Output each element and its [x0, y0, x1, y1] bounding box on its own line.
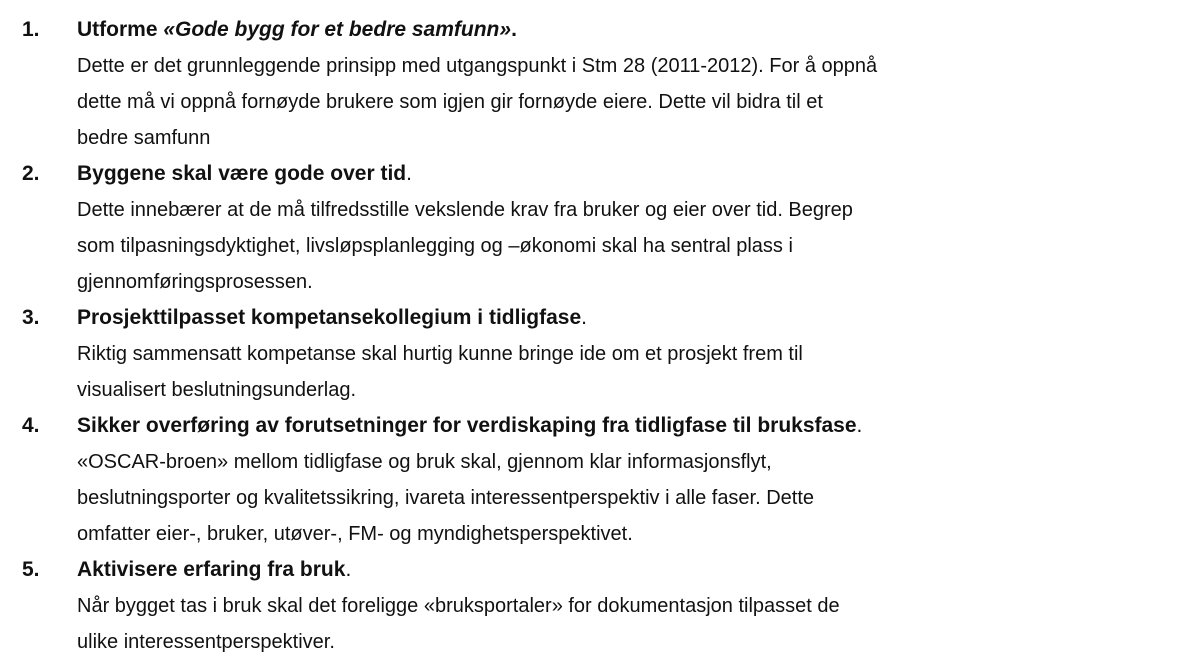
- title-suffix: .: [581, 306, 587, 329]
- title-bold: Aktivisere erfaring fra bruk: [77, 558, 346, 581]
- list-number: 3.: [22, 306, 40, 329]
- title-suffix: .: [406, 162, 412, 185]
- list-item-body: [77, 588, 1180, 660]
- list-item-body: [77, 192, 1180, 300]
- body-line: Riktig sammensatt kompetanse skal hurtig kunne bringe ide om et prosjekt frem til: [77, 343, 803, 365]
- list-item-body: [77, 444, 1180, 552]
- list-item-title: [77, 300, 1180, 336]
- body-line: gjennomføringsprosessen.: [77, 271, 313, 293]
- list-item-title: [77, 156, 1180, 192]
- list-number: 1.: [22, 18, 40, 41]
- body-line: omfatter eier-, bruker, utøver-, FM- og myndighetsperspektivet.: [77, 523, 633, 545]
- body-line: dette må vi oppnå fornøyde brukere som igjen gir fornøyde eiere. Dette vil bidra til et: [77, 91, 823, 113]
- list-item-5: [0, 552, 1200, 660]
- list-item-title: [77, 408, 1180, 444]
- body-line: beslutningsporter og kvalitetssikring, ivareta interessentperspektiv i alle faser. Dette: [77, 487, 815, 509]
- title-suffix: .: [511, 18, 517, 41]
- title-suffix: .: [345, 558, 352, 581]
- body-line: visualisert beslutningsunderlag.: [77, 379, 357, 401]
- list-item-4: [0, 408, 1200, 552]
- list-item-2: [0, 156, 1200, 300]
- list-number: 5.: [22, 558, 40, 581]
- list-item-body: [77, 48, 1180, 156]
- body-line: «OSCAR-broen» mellom tidligfase og bruk skal, gjennom klar informasjonsflyt,: [77, 451, 772, 473]
- title-italic: «Gode bygg for et bedre samfunn»: [163, 18, 512, 41]
- title-bold: Utforme: [77, 18, 164, 41]
- title-bold: Prosjekttilpasset kompetansekollegium i tidligfase: [77, 306, 582, 329]
- body-line: bedre samfunn: [77, 127, 211, 149]
- body-line: ulike interessentperspektiver.: [77, 631, 335, 653]
- list-item-title: [77, 12, 1180, 48]
- list-item-1: [0, 12, 1200, 156]
- body-line: som tilpasningsdyktighet, livsløpsplanlegging og –økonomi skal ha sentral plass i: [77, 235, 793, 257]
- body-line: Dette er det grunnleggende prinsipp med utgangspunkt i Stm 28 (2011-2012). For å oppnå: [77, 55, 878, 77]
- list-number: 2.: [22, 162, 40, 185]
- body-line: Når bygget tas i bruk skal det foreligge «bruksportaler» for dokumentasjon tilpasset de: [77, 595, 840, 617]
- title-bold: Byggene skal være gode over tid: [77, 162, 407, 185]
- list-item-title: [77, 552, 1180, 588]
- body-line: Dette innebærer at de må tilfredsstille vekslende krav fra bruker og eier over tid. Begrep: [77, 199, 853, 221]
- title-suffix: .: [856, 414, 863, 437]
- title-bold: Sikker overføring av forutsetninger for verdiskaping fra tidligfase til bruksfase: [77, 414, 857, 437]
- list-item-3: [0, 300, 1200, 408]
- list-item-body: [77, 336, 1180, 408]
- list-number: 4.: [22, 414, 40, 437]
